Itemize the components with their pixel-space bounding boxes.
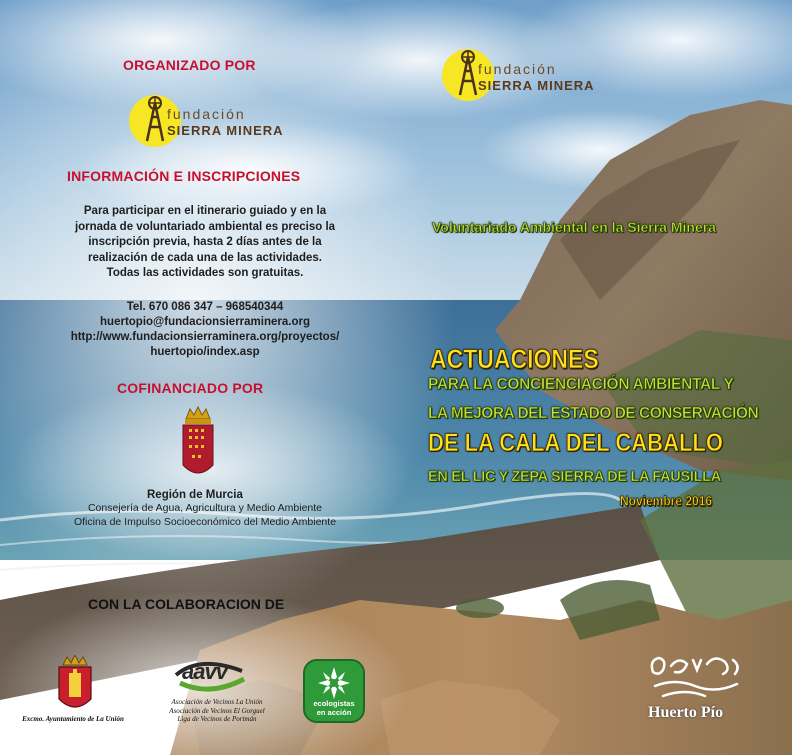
- url-link-cont[interactable]: huertopio/index.asp: [150, 346, 260, 358]
- ayuntamiento-caption: Excmo. Ayuntamiento de La Unión: [22, 715, 124, 723]
- murcia-coat-of-arms-icon: [178, 405, 218, 483]
- ayuntamiento-shield-icon: [55, 655, 95, 715]
- cover-title-line2: PARA LA CONCIENCIACIÓN AMBIENTAL Y: [428, 376, 734, 393]
- info-paragraph: [40, 204, 370, 282]
- fundacion-logo-cover: [440, 47, 600, 103]
- sunflower-icon: [316, 665, 352, 701]
- email-link[interactable]: huertopio@fundacionsierraminera.org: [100, 316, 310, 328]
- info-line: Todas las actividades son gratuitas.: [106, 267, 304, 279]
- ecologistas-line: en acción: [316, 707, 352, 717]
- dept-line: Consejería de Agua, Agricultura y Medio Ambiente: [87, 502, 323, 514]
- cover-title-line4: DE LA CALA DEL CABALLO: [428, 428, 723, 457]
- ecologistas-logo: [303, 659, 365, 723]
- aavv-line: Liga de Vecinos de Portmán: [177, 715, 257, 723]
- info-line: jornada de voluntariado ambiental es preciso la: [74, 220, 336, 233]
- cover-title-line3: LA MEJORA DEL ESTADO DE CONSERVACIÓN: [428, 405, 759, 422]
- aavv-caption: [152, 698, 282, 724]
- region-name: Región de Murcia: [147, 489, 243, 501]
- info-line: realización de cada una de las actividades.: [88, 251, 322, 264]
- logo-word-fundacion: fundación: [478, 61, 557, 77]
- aavv-logo: [170, 653, 250, 697]
- info-heading: INFORMACIÓN E INSCRIPCIONES: [67, 168, 301, 184]
- aavv-line: Asociación de Vecinos El Gorguel: [169, 706, 265, 715]
- info-line: Para participar en el itinerario guiado y en la: [83, 205, 327, 217]
- ecologistas-text: [305, 700, 363, 717]
- dept-line: Oficina de Impulso Socioeconómico del Medio Ambiente: [73, 515, 337, 528]
- collaboration-heading: CON LA COLABORACION DE: [88, 596, 285, 612]
- fundacion-logo-left: [127, 93, 287, 149]
- ecologistas-line: ecologistas: [313, 699, 355, 708]
- logo-word-sierra-minera: SIERRA MINERA: [167, 123, 284, 138]
- cover-date: Noviembre 2016: [620, 493, 713, 510]
- logo-word-sierra-minera: SIERRA MINERA: [478, 78, 595, 93]
- department-lines: [40, 502, 370, 529]
- organized-by-heading: ORGANIZADO POR: [123, 57, 256, 73]
- phone-text: Tel. 670 086 347 – 968540344: [126, 301, 284, 313]
- info-line: inscripción previa, hasta 2 días antes de la: [88, 236, 322, 248]
- aavv-logo-text: aavv: [182, 659, 227, 684]
- contact-block: [20, 300, 390, 360]
- url-link[interactable]: http://www.fundacionsierraminera.org/proyectos/: [70, 331, 340, 343]
- logo-word-fundacion: fundación: [167, 106, 246, 122]
- huerto-pio-text: Huerto Pío: [648, 704, 724, 721]
- huerto-pio-logo-icon: [645, 652, 745, 702]
- cofinanced-heading: COFINANCIADO POR: [117, 380, 264, 396]
- cover-title-line1: ACTUACIONES: [430, 344, 599, 374]
- aavv-line: Asociación de Vecinos La Unión: [171, 698, 263, 706]
- cover-title-line5: EN EL LIC Y ZEPA SIERRA DE LA FAUSILLA: [428, 469, 721, 485]
- cover-subtitle: Voluntariado Ambiental en la Sierra Minera: [432, 219, 716, 235]
